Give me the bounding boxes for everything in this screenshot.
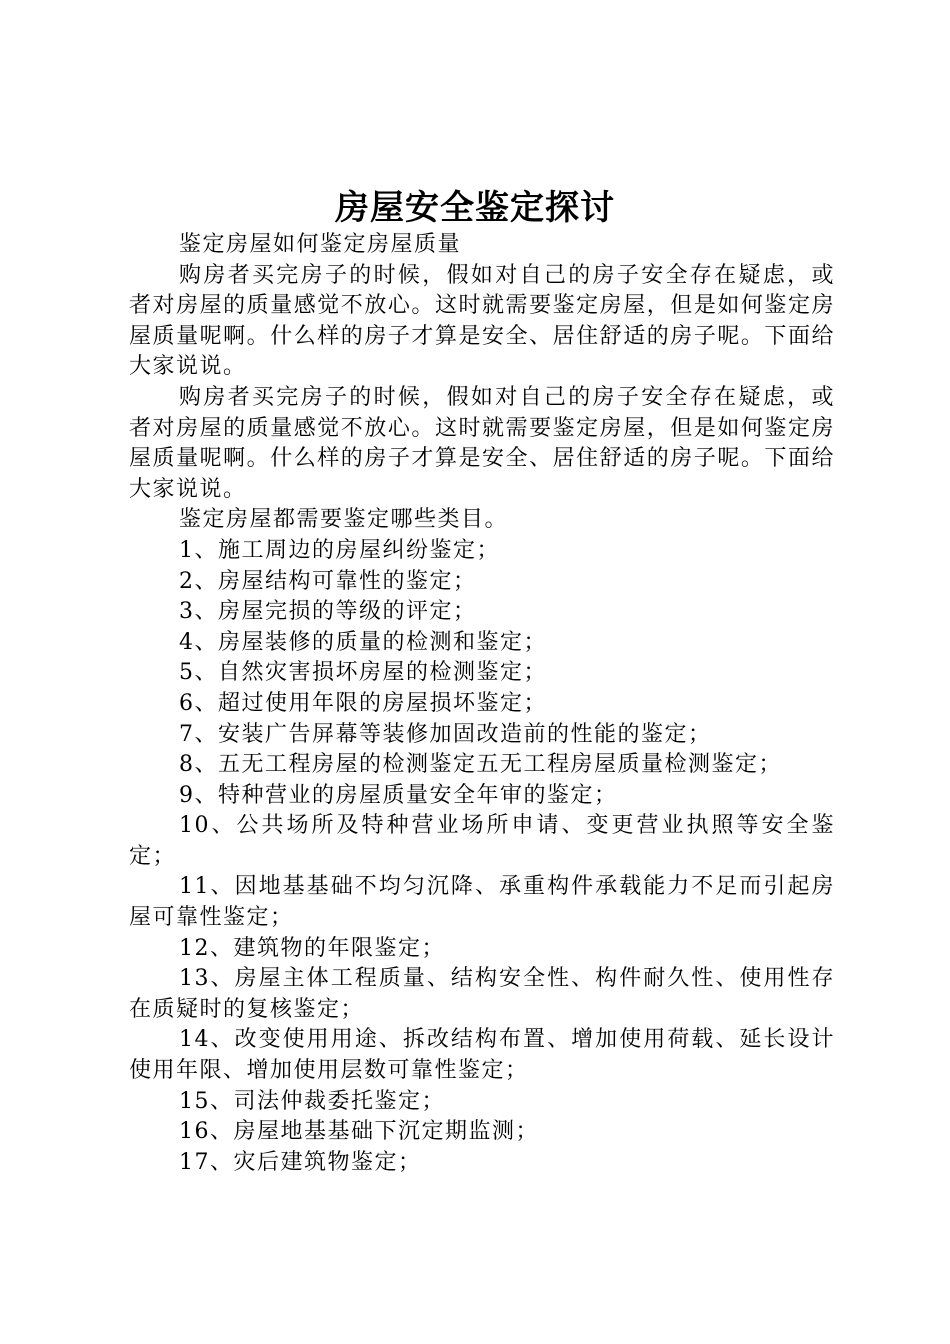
list-item: 10、公共场所及特种营业场所申请、变更营业执照等安全鉴定；: [129, 813, 835, 869]
list-item: 4、房屋装修的质量的检测和鉴定；: [179, 629, 547, 655]
list-item: 12、建筑物的年限鉴定；: [179, 935, 445, 961]
paragraph-intro-heading: 鉴定房屋如何鉴定房屋质量: [179, 232, 462, 257]
document-body: [129, 230, 835, 1178]
list-item: 8、五无工程房屋的检测鉴定五无工程房屋质量检测鉴定；: [179, 752, 782, 778]
list-item: 5、自然灾害损坏房屋的检测鉴定；: [179, 660, 547, 686]
list-item: 3、房屋完损的等级的评定；: [179, 599, 477, 625]
list-item: 2、房屋结构可靠性的鉴定；: [179, 568, 477, 594]
list-item: 16、房屋地基基础下沉定期监测；: [179, 1119, 539, 1145]
paragraph-intro-2: 购房者买完房子的时候，假如对自己的房子安全存在疑虑，或者对房屋的质量感觉不放心。这时就需要鉴定房屋，但是如何鉴定房屋质量呢啊。什么样的房子才算是安全、居住舒适的房子呢。下面给大家说说。: [129, 384, 835, 502]
list-item: 17、灾后建筑物鉴定；: [179, 1149, 422, 1175]
document-title: 房屋安全鉴定探讨: [335, 188, 615, 228]
list-item: 7、安装广告屏幕等装修加固改造前的性能的鉴定；: [179, 721, 712, 747]
list-item: 13、房屋主体工程质量、结构安全性、构件耐久性、使用性存在质疑时的复核鉴定；: [129, 966, 835, 1022]
list-item: 15、司法仲裁委托鉴定；: [179, 1088, 445, 1114]
list-item: 14、改变使用用途、拆改结构布置、增加使用荷载、延长设计使用年限、增加使用层数可靠性鉴定；: [129, 1027, 835, 1084]
paragraph-categories-heading: 鉴定房屋都需要鉴定哪些类目。: [179, 507, 509, 533]
list-item: 11、因地基基础不均匀沉降、承重构件承载能力不足而引起房屋可靠性鉴定；: [129, 874, 835, 931]
list-item: 1、施工周边的房屋纠纷鉴定；: [179, 537, 500, 563]
list-item: 6、超过使用年限的房屋损坏鉴定；: [179, 690, 547, 716]
list-item: 9、特种营业的房屋质量安全年审的鉴定；: [179, 782, 618, 808]
paragraph-intro-1: 购房者买完房子的时候，假如对自己的房子安全存在疑虑，或者对房屋的质量感觉不放心。这时就需要鉴定房屋，但是如何鉴定房屋质量呢啊。什么样的房子才算是安全、居住舒适的房子呢。下面给大家说说。: [129, 262, 835, 380]
